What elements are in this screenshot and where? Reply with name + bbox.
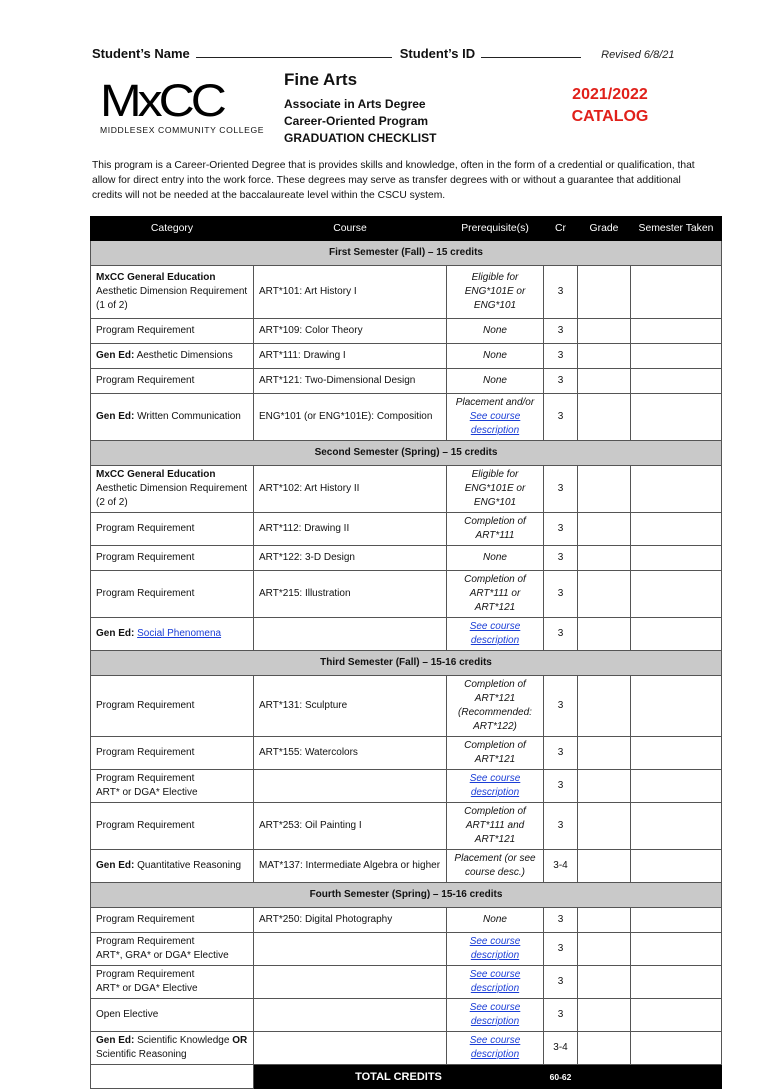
grade-cell[interactable]: [578, 369, 631, 394]
course-cell: ART*131: Sculpture: [254, 676, 447, 737]
category-text: Aesthetic Dimension Requirement (1 of 2): [96, 286, 248, 311]
mxcc-logo-mark: [100, 76, 246, 127]
prereq-cell: Eligible for ENG*101E or ENG*101: [447, 466, 544, 513]
program-title: Fine Arts: [284, 70, 358, 89]
grade-cell[interactable]: [578, 966, 631, 999]
prereq-cell: None: [447, 369, 544, 394]
category-cell: [91, 850, 254, 883]
course-description-link[interactable]: See course description: [469, 1002, 521, 1027]
category-cell: [91, 933, 254, 966]
prereq-cell: None: [447, 546, 544, 571]
semester-row: [91, 651, 722, 676]
course-cell: ART*121: Two-Dimensional Design: [254, 369, 447, 394]
semester-label: Fourth Semester (Spring) – 15-16 credits: [91, 883, 722, 908]
header-grade: Grade: [578, 217, 631, 241]
table-row: [91, 344, 722, 369]
total-credits-label: TOTAL CREDITS: [254, 1065, 544, 1089]
course-cell: ART*111: Drawing I: [254, 344, 447, 369]
prereq-cell: [447, 1032, 544, 1065]
category-cell: [91, 618, 254, 651]
category-bold: Gen Ed:: [96, 1035, 135, 1046]
semester-taken-cell[interactable]: [631, 676, 722, 737]
course-cell: [254, 933, 447, 966]
course-cell: [254, 618, 447, 651]
grade-cell[interactable]: [578, 266, 631, 319]
revised-date: Revised 6/8/21: [601, 49, 675, 61]
category-bold: Gen Ed:: [96, 860, 135, 871]
credits-cell: 3: [544, 770, 578, 803]
table-row: [91, 266, 722, 319]
table-row: [91, 908, 722, 933]
header-prereq: Prerequisite(s): [447, 217, 544, 241]
category-cell: [91, 266, 254, 319]
prereq-cell: [447, 618, 544, 651]
student-name-label: Student’s Name: [92, 46, 190, 61]
course-cell: [254, 1032, 447, 1065]
total-spacer: [91, 1065, 254, 1089]
table-row: [91, 618, 722, 651]
table-row: [91, 546, 722, 571]
credits-cell: 3: [544, 369, 578, 394]
category-text: Program Requirement: [96, 969, 195, 980]
table-row: [91, 676, 722, 737]
credits-cell: 3: [544, 999, 578, 1032]
category-cell: Program Requirement: [91, 676, 254, 737]
catalog-year: 2021/2022: [572, 86, 648, 103]
course-cell: ART*155: Watercolors: [254, 737, 447, 770]
grade-cell[interactable]: [578, 933, 631, 966]
category-bold: Gen Ed:: [96, 628, 135, 639]
category-text: Aesthetic Dimension Requirement (2 of 2): [96, 483, 248, 508]
course-description-link[interactable]: See course description: [469, 969, 521, 994]
category-bold: MxCC General Education: [96, 469, 216, 480]
category-text: Scientific Knowledge: [137, 1035, 230, 1046]
semester-label: First Semester (Fall) – 15 credits: [91, 241, 722, 266]
prereq-cell: [447, 394, 544, 441]
prereq-text: Placement and/or: [455, 397, 535, 408]
total-grade-cell: [578, 1065, 631, 1089]
course-cell: MAT*137: Intermediate Algebra or higher: [254, 850, 447, 883]
course-description-link[interactable]: See course description: [469, 411, 521, 436]
semester-row: [91, 883, 722, 908]
category-cell: [91, 1032, 254, 1065]
semester-taken-cell[interactable]: [631, 618, 722, 651]
category-text-line2: Scientific Reasoning: [96, 1049, 187, 1060]
prereq-cell: Completion of ART*121 (Recommended: ART*122): [447, 676, 544, 737]
prereq-cell: Placement (or see course desc.): [447, 850, 544, 883]
semester-row: [91, 441, 722, 466]
program-description: This program is a Career-Oriented Degree that is provides skills and knowledge, often in the form of a credential or qualification, that allow for direct entry into the work force. These degrees may serve as transfer degrees with or without a guarantee that additional credits will not be needed at the baccalaureate level within the CSCU system.: [92, 160, 695, 201]
program-info: [284, 70, 436, 147]
semester-taken-cell[interactable]: [631, 999, 722, 1032]
course-cell: ART*253: Oil Painting I: [254, 803, 447, 850]
credits-cell: 3-4: [544, 1032, 578, 1065]
prereq-cell: [447, 966, 544, 999]
category-bold: Gen Ed:: [96, 350, 135, 361]
semester-taken-cell[interactable]: [631, 1032, 722, 1065]
semester-taken-cell[interactable]: [631, 369, 722, 394]
category-text-line2: ART* or DGA* Elective: [96, 787, 198, 798]
prereq-cell: [447, 933, 544, 966]
prereq-cell: None: [447, 908, 544, 933]
program-checklist-label: GRADUATION CHECKLIST: [284, 131, 437, 145]
category-text: Quantitative Reasoning: [137, 860, 242, 871]
prereq-cell: None: [447, 319, 544, 344]
prereq-cell: Eligible for ENG*101E or ENG*101: [447, 266, 544, 319]
credits-cell: 3: [544, 966, 578, 999]
credits-cell: 3: [544, 466, 578, 513]
grade-cell[interactable]: [578, 1032, 631, 1065]
prereq-cell: Completion of ART*121: [447, 737, 544, 770]
student-header: [92, 46, 682, 61]
course-cell: [254, 966, 447, 999]
table-row: [91, 999, 722, 1032]
credits-cell: 3-4: [544, 850, 578, 883]
catalog-year-badge: [540, 84, 680, 128]
table-header-row: [91, 217, 722, 241]
grade-cell[interactable]: [578, 908, 631, 933]
grade-cell[interactable]: [578, 466, 631, 513]
category-bold: MxCC General Education: [96, 272, 216, 283]
total-credits-value: 60-62: [544, 1065, 578, 1089]
semester-taken-cell[interactable]: [631, 266, 722, 319]
credits-cell: 3: [544, 676, 578, 737]
semester-taken-cell[interactable]: [631, 344, 722, 369]
prereq-cell: Completion of ART*111 or ART*121: [447, 571, 544, 618]
table-row: [91, 319, 722, 344]
category-cell: Program Requirement: [91, 908, 254, 933]
header-category: Category: [91, 217, 254, 241]
header-cr: Cr: [544, 217, 578, 241]
credits-cell: 3: [544, 803, 578, 850]
category-cell: Open Elective: [91, 999, 254, 1032]
grade-cell[interactable]: [578, 618, 631, 651]
category-cell: Program Requirement: [91, 513, 254, 546]
semester-taken-cell[interactable]: [631, 933, 722, 966]
course-description-link[interactable]: See course description: [469, 773, 521, 798]
semester-taken-cell[interactable]: [631, 546, 722, 571]
course-cell: [254, 999, 447, 1032]
semester-taken-cell[interactable]: [631, 966, 722, 999]
graduation-checklist-table: [90, 216, 722, 1089]
category-cell: Program Requirement: [91, 803, 254, 850]
table-row: [91, 394, 722, 441]
student-id-field[interactable]: [481, 46, 581, 58]
semester-label: Second Semester (Spring) – 15 credits: [91, 441, 722, 466]
header-semester-taken: Semester Taken: [631, 217, 722, 241]
prereq-cell: Completion of ART*111 and ART*121: [447, 803, 544, 850]
course-description-link[interactable]: See course description: [469, 1035, 521, 1060]
category-text: Program Requirement: [96, 773, 195, 784]
table-row: [91, 513, 722, 546]
grade-cell[interactable]: [578, 571, 631, 618]
category-cell: [91, 966, 254, 999]
table-row: [91, 571, 722, 618]
prereq-cell: Completion of ART*111: [447, 513, 544, 546]
grade-cell[interactable]: [578, 546, 631, 571]
prereq-cell: [447, 770, 544, 803]
category-cell: [91, 770, 254, 803]
course-description-link[interactable]: See course description: [469, 621, 521, 646]
social-phenomena-link[interactable]: Social Phenomena: [137, 628, 222, 639]
credits-cell: 3: [544, 546, 578, 571]
category-cell: [91, 394, 254, 441]
course-cell: ART*112: Drawing II: [254, 513, 447, 546]
course-cell: ART*109: Color Theory: [254, 319, 447, 344]
category-cell: [91, 344, 254, 369]
program-degree: Associate in Arts Degree: [284, 97, 426, 111]
semester-taken-cell[interactable]: [631, 737, 722, 770]
semester-row: [91, 241, 722, 266]
student-id-label: Student’s ID: [399, 46, 476, 61]
grade-cell[interactable]: [578, 344, 631, 369]
category-text: Aesthetic Dimensions: [136, 350, 233, 361]
table-row: [91, 466, 722, 513]
credits-cell: 3: [544, 344, 578, 369]
course-cell: ART*101: Art History I: [254, 266, 447, 319]
course-description-link[interactable]: See course description: [469, 936, 521, 961]
semester-label: Third Semester (Fall) – 15-16 credits: [91, 651, 722, 676]
grade-cell[interactable]: [578, 513, 631, 546]
semester-taken-cell[interactable]: [631, 466, 722, 513]
category-text-line2: ART*, GRA* or DGA* Elective: [96, 950, 229, 961]
course-cell: ART*122: 3-D Design: [254, 546, 447, 571]
category-cell: Program Requirement: [91, 369, 254, 394]
course-cell: ART*215: Illustration: [254, 571, 447, 618]
credits-cell: 3: [544, 513, 578, 546]
total-semester-cell: [631, 1065, 722, 1089]
semester-taken-cell[interactable]: [631, 571, 722, 618]
grade-cell[interactable]: [578, 803, 631, 850]
credits-cell: 3: [544, 319, 578, 344]
grade-cell[interactable]: [578, 394, 631, 441]
category-cell: Program Requirement: [91, 546, 254, 571]
catalog-label: CATALOG: [571, 108, 649, 125]
course-cell: ENG*101 (or ENG*101E): Composition: [254, 394, 447, 441]
semester-taken-cell[interactable]: [631, 319, 722, 344]
category-text: Program Requirement: [96, 936, 195, 947]
semester-taken-cell[interactable]: [631, 513, 722, 546]
semester-taken-cell[interactable]: [631, 394, 722, 441]
grade-cell[interactable]: [578, 319, 631, 344]
semester-taken-cell[interactable]: [631, 803, 722, 850]
grade-cell[interactable]: [578, 850, 631, 883]
table-row: [91, 1032, 722, 1065]
table-row: [91, 803, 722, 850]
semester-taken-cell[interactable]: [631, 770, 722, 803]
semester-taken-cell[interactable]: [631, 850, 722, 883]
table-row: [91, 933, 722, 966]
category-text-line2: ART* or DGA* Elective: [96, 983, 198, 994]
category-cell: Program Requirement: [91, 571, 254, 618]
credits-cell: 3: [544, 571, 578, 618]
category-cell: Program Requirement: [91, 737, 254, 770]
table-row: [91, 369, 722, 394]
total-row: [91, 1065, 722, 1089]
table-row: [91, 850, 722, 883]
table-row: [91, 966, 722, 999]
prereq-cell: None: [447, 344, 544, 369]
table-row: [91, 737, 722, 770]
category-text: Written Communication: [137, 411, 241, 422]
table-row: [91, 770, 722, 803]
credits-cell: 3: [544, 266, 578, 319]
college-logo: [100, 76, 266, 140]
credits-cell: 3: [544, 908, 578, 933]
prereq-cell: [447, 999, 544, 1032]
header-course: Course: [254, 217, 447, 241]
category-bold: Gen Ed:: [96, 411, 135, 422]
course-cell: ART*102: Art History II: [254, 466, 447, 513]
student-name-field[interactable]: [196, 46, 392, 58]
grade-cell[interactable]: [578, 737, 631, 770]
credits-cell: 3: [544, 737, 578, 770]
course-cell: ART*250: Digital Photography: [254, 908, 447, 933]
category-or: OR: [232, 1035, 248, 1046]
logo-wordmark: MxCC: [100, 76, 223, 127]
grade-cell[interactable]: [578, 999, 631, 1032]
program-type: Career-Oriented Program: [284, 114, 429, 128]
grade-cell[interactable]: [578, 770, 631, 803]
course-cell: [254, 770, 447, 803]
credits-cell: 3: [544, 933, 578, 966]
category-cell: Program Requirement: [91, 319, 254, 344]
credits-cell: 3: [544, 394, 578, 441]
category-cell: [91, 466, 254, 513]
semester-taken-cell[interactable]: [631, 908, 722, 933]
logo-college-name: MIDDLESEX COMMUNITY COLLEGE: [100, 125, 265, 135]
grade-cell[interactable]: [578, 676, 631, 737]
credits-cell: 3: [544, 618, 578, 651]
